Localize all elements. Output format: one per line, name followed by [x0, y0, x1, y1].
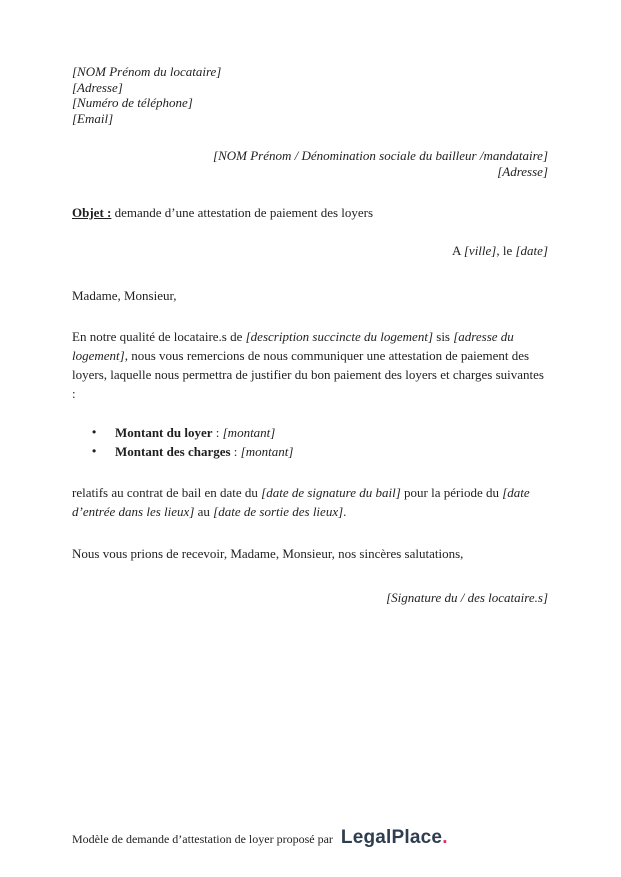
bullet-icon: •	[92, 444, 97, 458]
bullet-text	[115, 442, 293, 461]
paragraph1-text: En notre qualité de locataire.s de	[72, 329, 246, 344]
charges-amount-label: Montant des charges	[115, 444, 231, 459]
sender-phone-line: [Numéro de téléphone]	[72, 95, 193, 110]
place-date-line	[72, 241, 548, 260]
subject-label: Objet :	[72, 205, 112, 220]
bullet-separator: :	[212, 425, 223, 440]
subject-text: demande d’une attestation de paiement des loyers	[111, 205, 374, 220]
legalplace-logo-text: LegalPlace	[340, 827, 443, 848]
body-paragraph-1	[72, 327, 548, 403]
salutation: Madame, Monsieur,	[72, 288, 177, 303]
body-paragraph-2	[72, 483, 548, 521]
legalplace-logo	[341, 828, 448, 847]
charges-amount-placeholder: [montant]	[240, 444, 294, 459]
date-placeholder: [date]	[515, 243, 548, 258]
paragraph2-text: relatifs au contrat de bail en date du	[72, 485, 262, 500]
sender-email-line: [Email]	[72, 110, 114, 126]
sender-address-line: [Adresse]	[72, 79, 123, 95]
date-line-prefix: A	[451, 243, 464, 258]
legalplace-logo-dot: .	[442, 827, 448, 848]
footer	[72, 828, 571, 849]
sender-name-line: [NOM Prénom du locataire]	[72, 64, 222, 79]
bullet-icon: •	[92, 425, 97, 439]
subject-line	[72, 203, 548, 222]
recipient-address-line: [Adresse]	[497, 163, 548, 179]
lease-signature-date-placeholder: [date de signature du bail]	[261, 485, 401, 500]
recipient-name-line: [NOM Prénom / Dénomination sociale du bailleur /mandataire]	[213, 148, 548, 163]
paragraph1-text: sis	[433, 329, 454, 344]
signature-placeholder: [Signature du / des locataire.s]	[386, 590, 548, 605]
list-item	[92, 442, 548, 461]
sender-address-block	[72, 64, 548, 126]
paragraph1-text: , nous vous remercions de nous communiquer une attestation de paiement des loyers, laquelle nous permettra de justifier du bon paiement des loyers et charges suivantes :	[72, 348, 544, 401]
dwelling-description-placeholder: [description succincte du logement]	[245, 329, 434, 344]
entry-date-placeholder: [date d’entrée dans les lieux]	[72, 485, 530, 519]
bullet-separator: :	[230, 444, 241, 459]
exit-date-placeholder: [date de sortie des lieux]	[213, 504, 344, 519]
paragraph2-text: pour la période du	[400, 485, 503, 500]
paragraph2-text: au	[194, 504, 214, 519]
rent-amount-placeholder: [montant]	[222, 425, 276, 440]
recipient-address-block	[72, 148, 548, 179]
city-placeholder: [ville]	[463, 243, 497, 258]
paragraph2-text: .	[343, 504, 347, 519]
footer-credit-text: Modèle de demande d’attestation de loyer proposé par	[72, 832, 333, 846]
list-item	[92, 423, 548, 442]
amounts-bullet-list	[72, 423, 548, 461]
dwelling-address-placeholder: [adresse du logement]	[72, 329, 514, 363]
date-line-middle: , le	[496, 243, 516, 258]
rent-amount-label: Montant du loyer	[115, 425, 213, 440]
closing-line: Nous vous prions de recevoir, Madame, Monsieur, nos sincères salutations,	[72, 546, 464, 561]
bullet-text	[115, 423, 275, 442]
